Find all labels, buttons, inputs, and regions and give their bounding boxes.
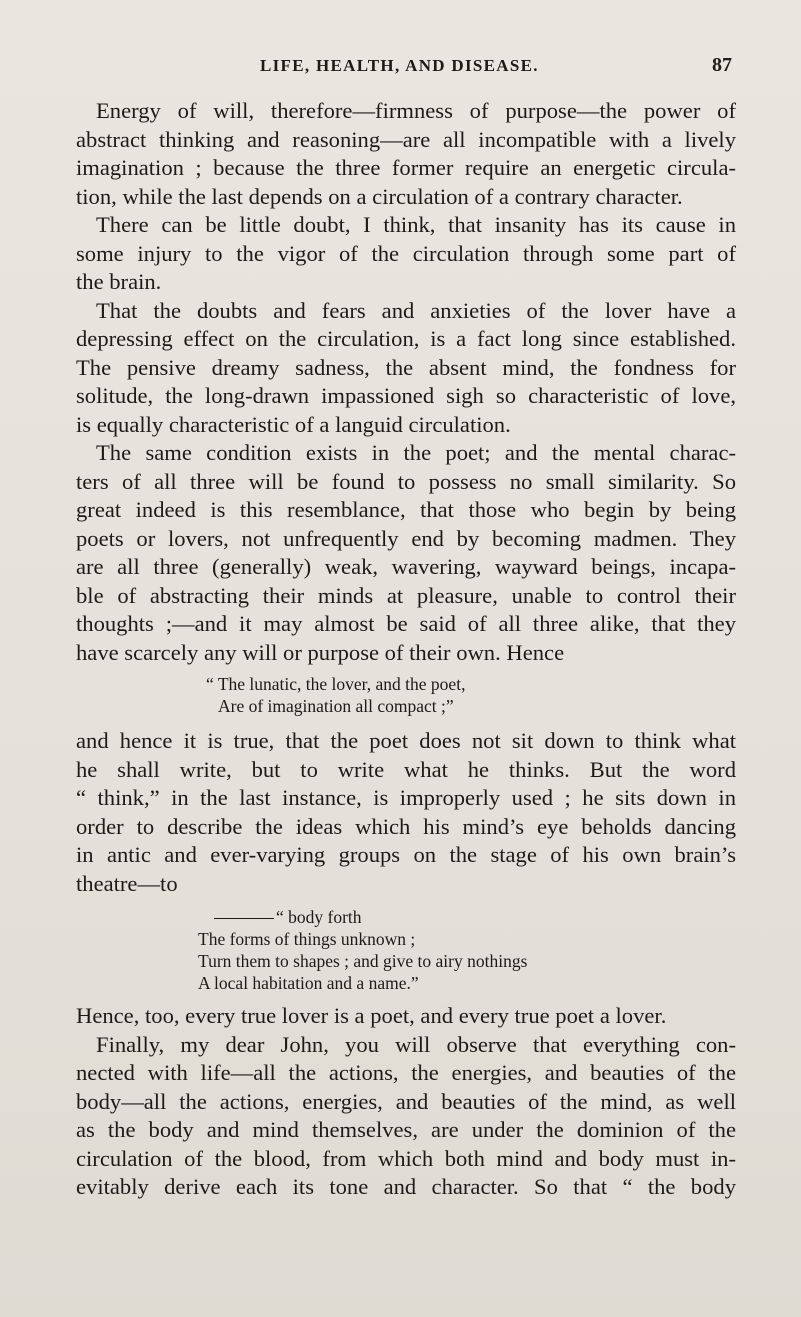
paragraph xyxy=(76,211,736,297)
text-line: Energy of will, therefore—firmness of purpose—the power of xyxy=(96,98,736,123)
text-line: imagination ; because the three former require an energetic circula- xyxy=(76,155,736,180)
verse-quotation xyxy=(76,673,736,717)
verse-line: A local habitation and a name.” xyxy=(198,973,419,993)
text-line: abstract thinking and reasoning—are all incompatible with a lively xyxy=(76,126,736,152)
text-line: great indeed is this resemblance, that those who begin by being xyxy=(76,497,736,522)
text-line: solitude, the long-drawn impassioned sigh so characteristic of love, xyxy=(76,383,736,408)
text-line: That the doubts and fears and anxieties of the lover have a xyxy=(96,297,736,323)
text-line: have scarcely any will or purpose of their own. Hence xyxy=(76,639,565,665)
text-line: thoughts ;—and it may almost be said of all three alike, that they xyxy=(76,611,736,636)
text-line: is equally characteristic of a languid circulation. xyxy=(76,411,511,437)
body-text xyxy=(76,97,736,1202)
verse-quotation xyxy=(76,906,736,994)
text-line: theatre—to xyxy=(76,870,178,896)
verse-line: Are of imagination all compact ;” xyxy=(218,696,454,716)
text-line: Hence, too, every true lover is a poet, and every true poet a lover. xyxy=(76,1003,667,1028)
text-line: The same condition exists in the poet; and the mental charac- xyxy=(96,440,736,465)
paragraph xyxy=(76,1002,736,1031)
em-rule xyxy=(214,918,274,919)
verse-line: “ The lunatic, the lover, and the poet, xyxy=(206,674,466,694)
verse-line xyxy=(76,906,736,928)
paragraph xyxy=(76,727,736,898)
text-line: depressing effect on the circulation, is a fact long since established. xyxy=(76,326,736,351)
text-line: Finally, my dear John, you will observe that everything con- xyxy=(96,1031,736,1057)
text-line: “ think,” in the last instance, is improperly used ; he sits down in xyxy=(76,785,736,810)
text-line: the brain. xyxy=(76,269,162,294)
text-line: order to describe the ideas which his mind’s eye beholds dancing xyxy=(76,813,736,839)
text-line: are all three (generally) weak, wavering, wayward beings, incapa- xyxy=(76,554,736,579)
verse-line: The forms of things unknown ; xyxy=(198,929,416,949)
text-line: poets or lovers, not unfrequently end by becoming madmen. They xyxy=(76,525,736,551)
running-title: LIFE, HEALTH, AND DISEASE. xyxy=(260,56,539,75)
text-line: as the body and mind themselves, are under the dominion of the xyxy=(76,1117,736,1142)
text-line: circulation of the blood, from which both mind and body must in- xyxy=(76,1145,736,1171)
text-line: There can be little doubt, I think, that insanity has its cause in xyxy=(96,212,736,237)
running-head xyxy=(0,56,801,86)
paragraph xyxy=(76,1031,736,1202)
text-line: The pensive dreamy sadness, the absent mind, the fondness for xyxy=(76,354,736,380)
text-line: and hence it is true, that the poet does not sit down to think what xyxy=(76,728,736,753)
text-line: some injury to the vigor of the circulation through some part of xyxy=(76,240,736,266)
paragraph xyxy=(76,297,736,440)
text-line: nected with life—all the actions, the energies, and beauties of the xyxy=(76,1060,736,1085)
verse-line-text: “ body forth xyxy=(276,907,362,927)
paragraph xyxy=(76,97,736,211)
text-line: he shall write, but to write what he thinks. But the word xyxy=(76,756,736,782)
text-line: ble of abstracting their minds at pleasure, unable to control their xyxy=(76,582,736,608)
verse-line: Turn them to shapes ; and give to airy nothings xyxy=(198,951,528,971)
text-line: evitably derive each its tone and character. So that “ the body xyxy=(76,1174,736,1199)
text-line: in antic and ever-varying groups on the stage of his own brain’s xyxy=(76,842,736,867)
text-line: body—all the actions, energies, and beauties of the mind, as well xyxy=(76,1088,736,1114)
text-line: ters of all three will be found to possess no small similarity. So xyxy=(76,468,736,494)
page-number: 87 xyxy=(712,54,732,76)
paragraph xyxy=(76,439,736,667)
text-line: tion, while the last depends on a circulation of a contrary character. xyxy=(76,183,683,209)
